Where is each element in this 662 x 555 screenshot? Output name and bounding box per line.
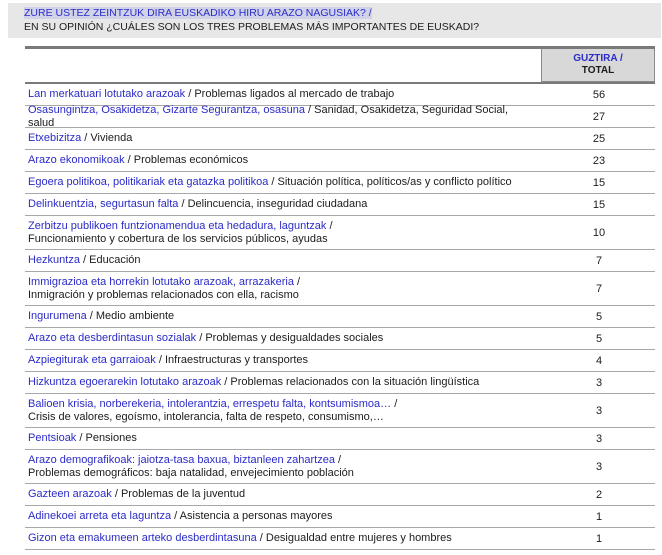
problem-label-es: Problemas de la juventud <box>120 488 246 501</box>
table-row <box>25 450 655 484</box>
label-separator: / <box>256 532 266 545</box>
problem-label-eu: Arazo demografikoak: jaiotza-tasa baxua, biztanleen zahartzea <box>28 454 335 466</box>
problem-label-es: Desigualdad entre mujeres y hombres <box>265 532 452 545</box>
problem-label-eu: Pentsioak <box>28 432 77 445</box>
table-row <box>25 106 655 128</box>
total-value: 25 <box>592 132 606 145</box>
problem-label <box>25 176 543 189</box>
table-row <box>25 528 655 550</box>
problem-label-es: Pensiones <box>85 432 137 445</box>
problem-label-eu: Delinkuentzia, segurtasun falta <box>28 198 179 211</box>
problem-label-eu: Immigrazioa eta horrekin lotutako arazoak, arrazakeria <box>28 276 294 288</box>
label-separator: / <box>86 310 96 323</box>
problem-label <box>25 398 543 423</box>
problem-label <box>25 532 543 545</box>
label-separator: / <box>334 454 342 466</box>
problem-label <box>25 220 543 245</box>
total-value: 56 <box>592 88 606 101</box>
label-separator: / <box>293 276 301 288</box>
total-value: 10 <box>592 226 606 239</box>
total-value: 23 <box>592 154 606 167</box>
problem-label <box>25 198 543 211</box>
problem-label-es: Problemas económicos <box>133 154 249 167</box>
total-value: 15 <box>592 176 606 189</box>
table-row <box>25 84 655 106</box>
problem-label-eu: Adinekoei arreta eta laguntza <box>28 510 172 523</box>
total-value: 3 <box>595 376 603 389</box>
total-value: 27 <box>592 110 606 123</box>
problem-label-eu: Egoera politikoa, politikariak eta gatazka politikoa <box>28 176 269 189</box>
label-separator: / <box>185 88 195 101</box>
total-value: 15 <box>592 198 606 211</box>
problem-label-es: Problemas demográficos: baja natalidad, envejecimiento población <box>28 466 354 479</box>
table-row <box>25 172 655 194</box>
total-column-header <box>541 49 655 82</box>
question-title-es: EN SU OPINIÓN ¿CUÁLES SON LOS TRES PROBLEMAS MÁS IMPORTANTES DE EUSKADI? <box>24 21 480 33</box>
problem-label <box>25 432 543 445</box>
table-row <box>25 328 655 350</box>
label-separator: / <box>124 154 134 167</box>
table-row <box>25 272 655 306</box>
problem-label-es: Situación política, políticos/as y conflicto político <box>277 176 512 189</box>
total-value: 2 <box>595 488 603 501</box>
problem-label-eu: Ingurumena <box>28 310 87 323</box>
total-value: 5 <box>595 310 603 323</box>
label-separator: / <box>221 376 231 389</box>
question-title-eu: ZURE USTEZ ZEINTZUK DIRA EUSKADIKO HIRU ARAZO NAGUSIAK? / <box>24 7 372 19</box>
total-header-es: TOTAL <box>581 65 615 76</box>
problem-label-eu: Lan merkatuari lotutako arazoak <box>28 88 186 101</box>
results-table <box>25 46 655 550</box>
problem-label <box>25 488 543 501</box>
table-row <box>25 372 655 394</box>
problem-label-eu: Hizkuntza egoerarekin lotutako arazoak <box>28 376 222 389</box>
question-title <box>8 3 661 38</box>
total-value: 3 <box>595 404 603 417</box>
table-row <box>25 428 655 450</box>
problem-label-eu: Balioen krisia, norberekeria, intolerantzia, errespetu falta, kontsumismoa… <box>28 398 392 410</box>
table-row <box>25 128 655 150</box>
problem-label <box>25 88 543 101</box>
problem-label-eu: Azpiegiturak eta garraioak <box>28 354 156 367</box>
label-separator: / <box>178 198 188 211</box>
total-header-eu: GUZTIRA / <box>573 53 623 64</box>
label-separator: / <box>155 354 165 367</box>
table-header-row <box>25 49 655 84</box>
problem-label-eu: Etxebizitza <box>28 132 82 145</box>
table-row <box>25 350 655 372</box>
problem-label-es: Asistencia a personas mayores <box>179 510 333 523</box>
problem-label-es: Inmigración y problemas relacionados con ella, racismo <box>28 288 299 301</box>
total-value: 7 <box>595 282 603 295</box>
label-separator: / <box>326 220 333 232</box>
problem-label-eu: Zerbitzu publikoen funtzionamendua eta hedadura, laguntzak <box>28 220 327 232</box>
label-separator: / <box>305 104 315 116</box>
problem-label <box>25 510 543 523</box>
problem-label-eu: Arazo eta desberdintasun sozialak <box>28 332 197 345</box>
label-separator: / <box>76 432 86 445</box>
problem-label-eu: Arazo ekonomikoak <box>28 154 125 167</box>
total-value: 3 <box>595 432 603 445</box>
problem-label-eu: Hezkuntza <box>28 254 80 267</box>
problem-label-es: Problemas relacionados con la situación lingüística <box>230 376 480 389</box>
problem-label <box>25 132 543 145</box>
problem-label-es: Problemas y desigualdades sociales <box>205 332 384 345</box>
problem-label-es: Crisis de valores, egoísmo, intolerancia, falta de respeto, consumismo,… <box>28 410 384 423</box>
problem-label-es: Medio ambiente <box>95 310 175 323</box>
total-value: 1 <box>595 510 603 523</box>
table-body <box>25 84 655 550</box>
problem-label <box>25 454 543 479</box>
table-row <box>25 306 655 328</box>
total-value: 7 <box>595 254 603 267</box>
problem-label-es: Funcionamiento y cobertura de los servicios públicos, ayudas <box>28 232 328 245</box>
problem-label <box>25 254 543 267</box>
table-row <box>25 194 655 216</box>
label-separator: / <box>81 132 91 145</box>
table-row <box>25 216 655 250</box>
total-value: 3 <box>595 460 603 473</box>
problem-label-es: Delincuencia, inseguridad ciudadana <box>187 198 368 211</box>
total-value: 1 <box>595 532 603 545</box>
table-row <box>25 506 655 528</box>
total-value: 5 <box>595 332 603 345</box>
label-separator: / <box>391 398 398 410</box>
total-value: 4 <box>595 354 603 367</box>
label-separator: / <box>79 254 90 267</box>
problem-label <box>25 354 543 367</box>
problem-label-eu: Osasungintza, Osakidetza, Gizarte Segurantza, osasuna <box>28 104 305 116</box>
problem-label <box>25 310 543 323</box>
problem-label-eu: Gazteen arazoak <box>28 488 112 501</box>
problem-label <box>25 376 543 389</box>
table-row <box>25 150 655 172</box>
problem-label <box>25 104 543 129</box>
problem-label-eu: Gizon eta emakumeen arteko desberdintasuna <box>28 532 257 545</box>
table-row <box>25 484 655 506</box>
problem-label-es: Sanidad, Osakidetza, Seguridad Social, salud <box>28 104 509 129</box>
table-row <box>25 250 655 272</box>
table-row <box>25 394 655 428</box>
problem-label <box>25 154 543 167</box>
label-separator: / <box>196 332 206 345</box>
problem-label-es: Infraestructuras y transportes <box>164 354 309 367</box>
problem-label-es: Educación <box>89 254 141 267</box>
label-separator: / <box>111 488 121 501</box>
problem-label-es: Problemas ligados al mercado de trabajo <box>194 88 395 101</box>
problem-label <box>25 276 543 301</box>
label-separator: / <box>171 510 180 523</box>
problem-label <box>25 332 543 345</box>
label-separator: / <box>268 176 278 189</box>
problem-label-es: Vivienda <box>90 132 133 145</box>
question-title-line-eu <box>24 6 661 20</box>
header-spacer-cell <box>25 49 541 82</box>
